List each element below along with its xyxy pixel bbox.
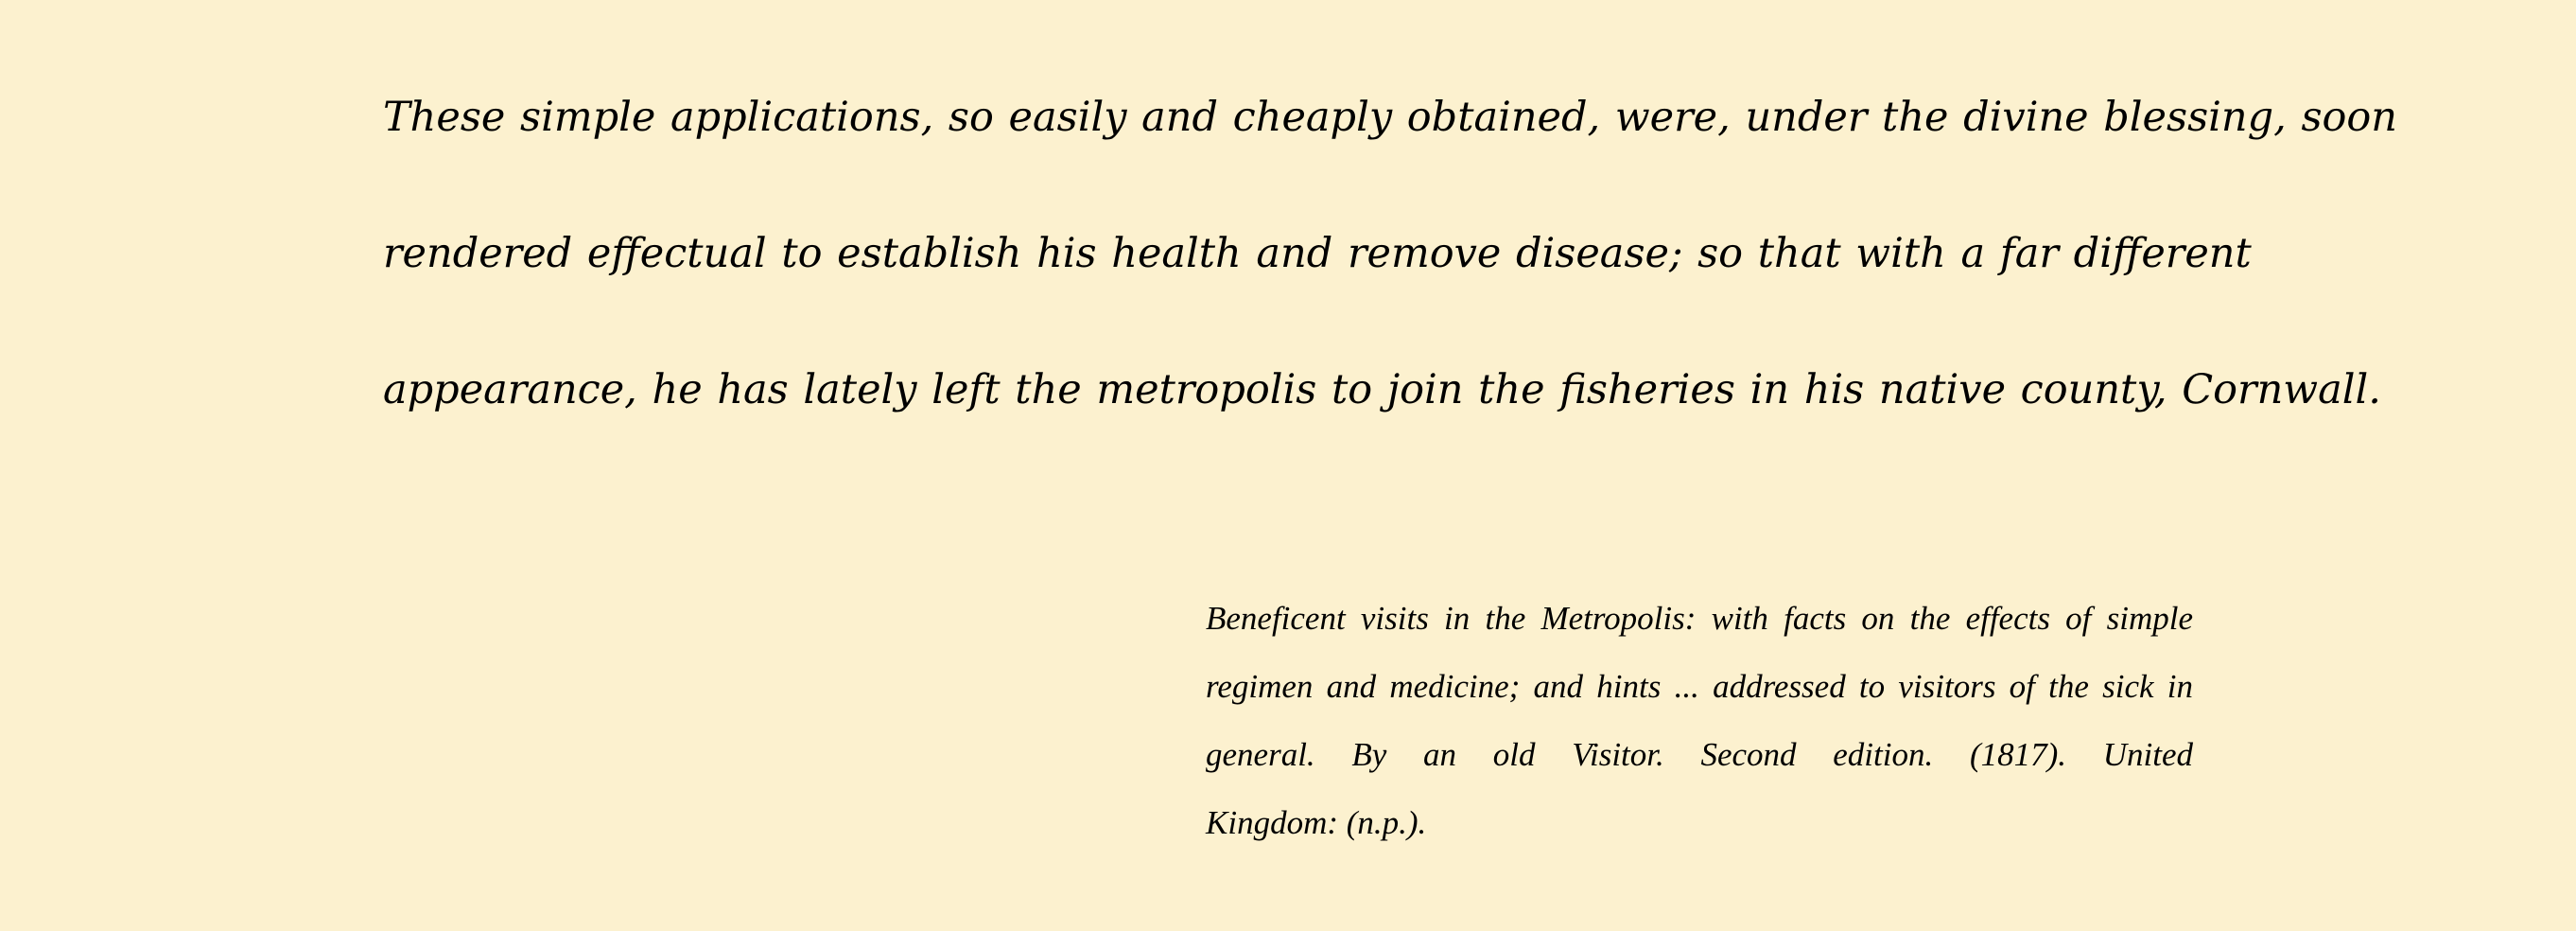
source-citation	[1206, 585, 2193, 857]
quote-line: appearance, he has lately left the metropolis to join the fisheries in his native county, Cornwall.	[383, 366, 2381, 413]
citation-line: regimen and medicine; and hints ... addressed to visitors of the sick in	[1206, 668, 2193, 705]
citation-line: general. By an old Visitor. Second edition. (1817). United	[1206, 736, 2193, 773]
citation-line: Beneficent visits in the Metropolis: with facts on the effects of simple	[1206, 600, 2193, 637]
quote-line: rendered effectual to establish his health and remove disease; so that with a far different	[383, 230, 2252, 277]
quote-line: These simple applications, so easily and cheaply obtained, were, under the divine blessing, soon	[383, 94, 2397, 141]
quote-passage	[383, 49, 2397, 458]
citation-line: Kingdom: (n.p.).	[1206, 804, 1427, 841]
